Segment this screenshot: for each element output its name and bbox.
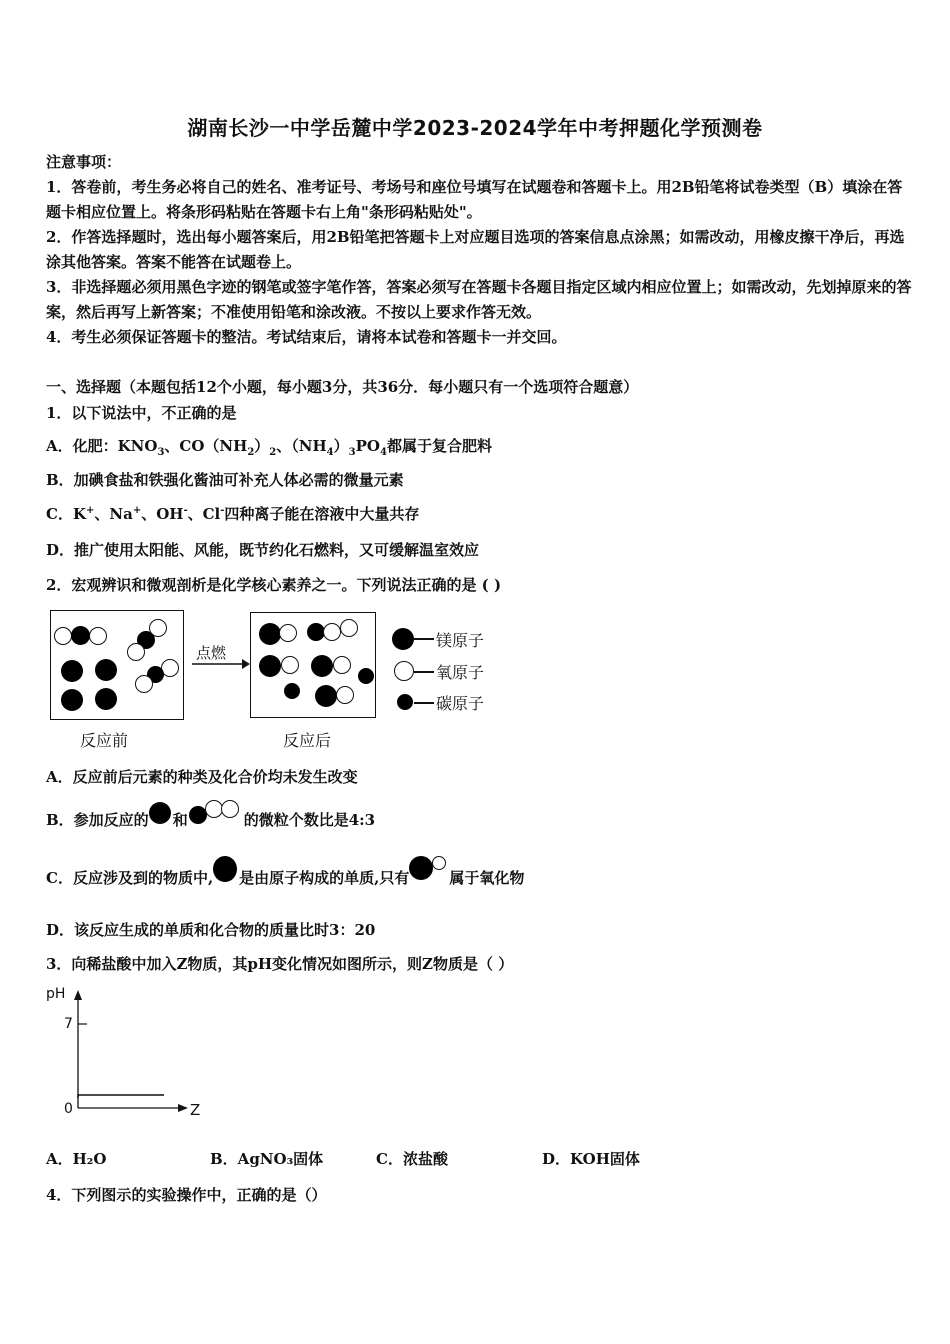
magnesium-atom [95,688,117,710]
magnesium-atom [61,689,83,711]
section-heading: 一、选择题（本题包括12个小题，每小题3分，共36分．每小题只有一个选项符合题意） [46,378,639,396]
q1-a-sub: 2 [269,447,277,458]
legend-line [414,671,434,673]
q1-a-text: 、CO（NH [164,437,248,455]
q2-b-text: 和 [172,811,188,829]
q3-option-a: A．H₂O [46,1150,107,1168]
q1-c-text: C．K [46,505,86,523]
q1-a-sub: 2 [247,447,255,458]
oxygen-atom [281,656,299,674]
origin-label: 0 [64,1101,73,1117]
oxygen-atom [336,686,354,704]
legend-carbon-icon [397,694,413,710]
q3-stem: 3．向稀盐酸中加入Z物质，其pH变化情况如图所示，则Z物质是（ ） [46,955,514,973]
q1-option-a [46,435,492,458]
q1-c-text: 四种离子能在溶液中大量共存 [224,505,420,523]
after-label: 反应后 [283,731,332,750]
oxygen-atom [135,675,153,693]
q1-c-sup: + [85,505,95,516]
q1-stem: 1．以下说法中，不正确的是 [46,404,237,422]
q2-c-text: 是由原子构成的单质,只有 [239,869,410,887]
carbon-atom [358,668,374,684]
magnesium-atom-icon [213,866,239,892]
q1-a-text: PO [355,437,380,455]
legend-magnesium-icon [392,628,414,650]
after-box [250,612,376,718]
legend-carbon-label: 碳原子 [436,694,485,713]
q1-option-d: D．推广使用太阳能、风能，既节约化石燃料，又可缓解温室效应 [46,541,480,559]
oxygen-atom [127,643,145,661]
q1-a-text: 、（NH [276,437,327,455]
o2-co-molecule-icon [188,808,244,834]
before-label: 反应前 [80,731,129,750]
legend-oxygen-icon [394,661,414,681]
before-box [50,610,184,720]
q1-a-text: 都属于复合肥料 [386,437,492,455]
q1-a-text: A．化肥：KNO [46,437,158,455]
q1-c-sup: + [132,505,142,516]
carbon-molecule-icon [149,808,173,834]
notes-item-1: 1．答卷前，考生务必将自己的姓名、准考证号、考场号和座位号填写在试题卷和答题卡上。用2B铅笔将试卷类型（B）填涂在答题卡相应位置上。将条形码粘贴在答题卡右上角"条形码粘贴处"。 [46,178,903,221]
page-title: 湖南长沙一中学岳麓中学2023-2024学年中考押题化学预测卷 [187,116,763,140]
q1-option-c [46,503,419,524]
magnesium-atom [95,659,117,681]
notes-block [46,150,916,350]
y-tick-7: 7 [64,1016,73,1032]
q1-a-text: ） [333,437,349,455]
q2-option-a: A．反应前后元素的种类及化合价均未发生改变 [46,768,358,786]
legend-oxygen-label: 氧原子 [436,663,485,682]
legend-line [414,638,434,640]
oxygen-atom [333,656,351,674]
q1-c-text: 、OH [141,505,184,523]
legend-line [414,702,434,704]
y-axis-label: pH [46,986,66,1002]
mgo-molecule-icon [409,866,449,892]
notes-heading: 注意事项： [46,153,122,171]
q2-b-text: B．参加反应的 [46,811,149,829]
magnesium-atom [259,655,281,677]
q1-c-text: 、Cl [187,505,221,523]
q2-option-c [46,858,524,898]
oxygen-atom [323,623,341,641]
magnesium-atom [61,660,83,682]
magnesium-atom [311,655,333,677]
q2-c-text: C．反应涉及到的物质中, [46,869,214,887]
q1-option-b: B．加碘食盐和铁强化酱油可补充人体必需的微量元素 [46,471,404,489]
q2-stem: 2．宏观辨识和微观剖析是化学核心素养之一。下列说法正确的是 ( ) [46,576,502,594]
notes-item-2: 2．作答选择题时，选出每小题答案后，用2B铅笔把答题卡上对应题目选项的答案信息点涂黑；如需改动，用橡皮擦干净后，再选涂其他答案。答案不能答在试题卷上。 [46,228,905,271]
magnesium-atom [259,623,281,645]
q3-option-b: B．AgNO₃固体 [210,1150,324,1168]
ph-axes [40,984,210,1120]
legend-magnesium-label: 镁原子 [436,631,485,650]
carbon-atom [71,626,90,645]
x-axis-label: Z [190,1101,201,1119]
magnesium-atom [315,685,337,707]
q2-c-text: 属于氧化物 [449,869,525,887]
q1-a-sub: 4 [379,447,387,458]
q1-c-text: 、Na [94,505,133,523]
q1-a-sub: 4 [326,447,334,458]
carbon-atom [284,683,300,699]
q4-stem: 4．下列图示的实验操作中，正确的是（） [46,1186,327,1204]
q1-c-sup: - [183,505,188,516]
q1-a-sub: 3 [157,447,165,458]
oxygen-atom [54,627,72,645]
notes-item-4: 4．考生必须保证答题卡的整洁。考试结束后，请将本试卷和答题卡一并交回。 [46,328,567,346]
oxygen-atom [89,627,107,645]
arrow-label: 点燃 [196,644,227,662]
q2-b-text: 的微粒个数比是4:3 [243,811,376,829]
q3-option-d: D．KOH固体 [542,1150,640,1168]
oxygen-atom [279,624,297,642]
notes-item-3: 3．非选择题必须用黑色字迹的钢笔或签字笔作答，答案必须写在答题卡各题目指定区域内相应位置上；如需改动，先划掉原来的答案，然后再写上新答案；不准使用铅笔和涂改液。不按以上要求作答无效。 [46,278,912,321]
q2-option-b [46,800,375,840]
q2-option-d: D．该反应生成的单质和化合物的质量比时3：20 [46,921,376,939]
oxygen-atom [340,619,358,637]
q1-a-text: ） [254,437,270,455]
q3-option-c: C．浓盐酸 [376,1150,448,1168]
q1-c-sup: - [220,505,225,516]
q1-a-sub: 3 [348,447,356,458]
